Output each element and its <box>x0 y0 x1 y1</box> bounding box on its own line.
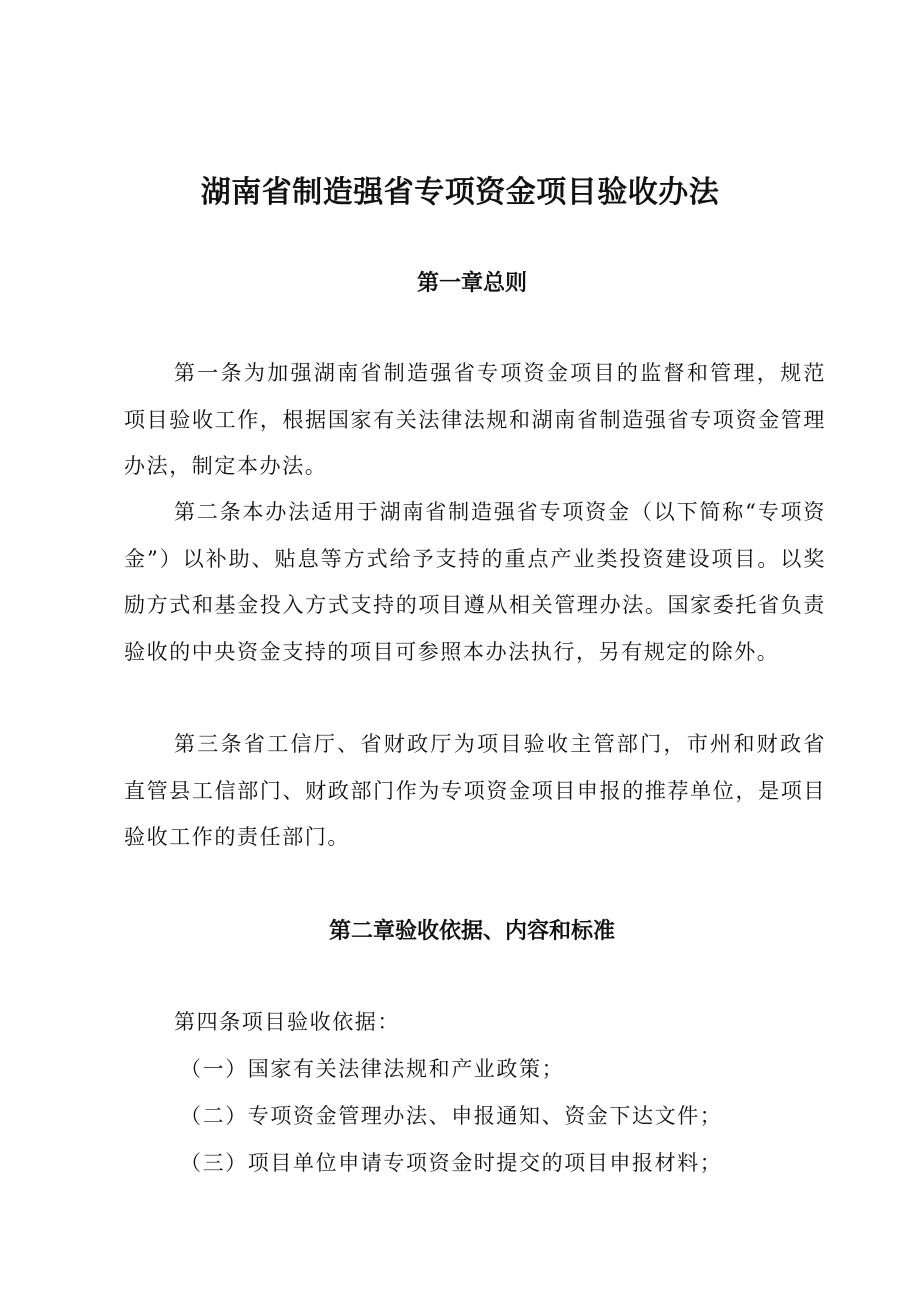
article-4 <box>124 999 826 1187</box>
list-item: （二）专项资金管理办法、申报通知、资金下达文件； <box>180 1104 723 1128</box>
document-title: 湖南省制造强省专项资金项目验收办法 <box>200 175 720 210</box>
article-2 <box>124 489 826 675</box>
chapter-1-heading: 第一章总则 <box>416 271 527 296</box>
list-item: （一）国家有关法律法规和产业政策； <box>180 1057 565 1081</box>
article-1-text: 第一条为加强湖南省制造强省专项资金项目的监督和管理，规范项目验收工作，根据国家有关法律法规和湖南省制造强省专项资金管理办法，制定本办法。 <box>124 361 826 478</box>
article-3-text: 第三条省工信厅、省财政厅为项目验收主管部门，市州和财政省直管县工信部门、财政部门作为专项资金项目申报的推荐单位，是项目验收工作的责任部门。 <box>124 732 826 849</box>
chapter-2-heading: 第二章验收依据、内容和标准 <box>328 919 615 944</box>
list-item: （三）项目单位申请专项资金时提交的项目申报材料； <box>180 1151 723 1175</box>
article-4-head: 第四条项目验收依据： <box>174 1010 400 1034</box>
article-2-text: 第二条本办法适用于湖南省制造强省专项资金（以下简称“专项资金”）以补助、贴息等方式给予支持的重点产业类投资建设项目。以奖励方式和基金投入方式支持的项目遵从相关管理办法。国家委托省负责验收的中央资金支持的项目可参照本办法执行，另有规定的除外。 <box>124 500 826 664</box>
article-3 <box>124 721 826 861</box>
article-1 <box>124 350 826 490</box>
